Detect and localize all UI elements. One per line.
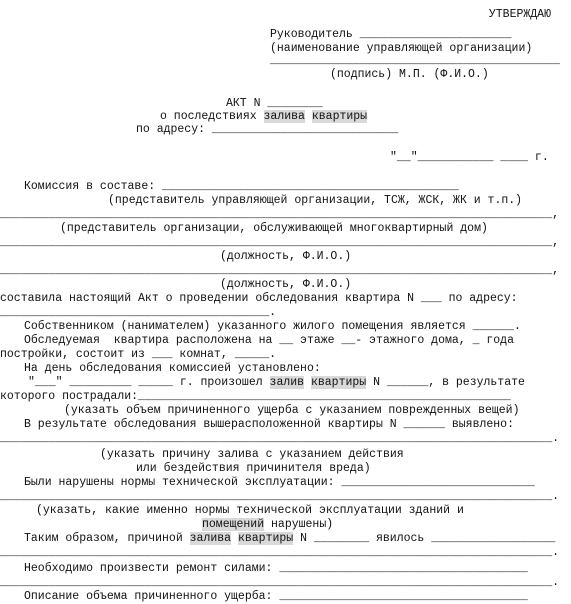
act-title: АКТ N ________ [226,97,323,110]
damage-description-line: Описание объема причиненного ущерба: ____________________________________ [24,590,528,603]
commission-line: Комиссия в составе: ___________________________________________ [24,180,459,193]
violated-line: Были нарушены нормы технической эксплуатации: ____________________________ [24,476,535,489]
flood-prefix: "___" _________ _____ г. произошел [28,376,270,389]
drafted-blank: _______________________________________. [0,306,277,319]
blank-line-1: ________________________________________________________________________________, [0,208,559,221]
damage-hint: (указать объем причиненного ущерба с указанием поврежденных вещей) [64,404,520,417]
rep-uk-hint: (представитель управляющей организации, ТСЖ, ЖСК, ЖК и т.п.) [108,194,523,207]
norms-highlight: помещений [202,518,265,531]
approve-stamp: УТВЕРЖДАЮ [488,8,551,21]
cause-hint-2: или бездействия причинителя вреда) [136,462,371,475]
established-line: На день обследования комиссией установлено: [24,362,321,375]
head-blank-line: __________________________________________ [270,54,560,67]
built-line: постройки, состоит из ___ комнат, _____. [0,348,277,361]
blank-line-3: ________________________________________________________________________________, [0,264,559,277]
norms-hint-1: (указать, какие именно нормы технической эксплуатации зданий и [36,504,464,517]
location-line: Обследуемая квартира расположена на __ этаже __- этажного дома, _ года [24,334,514,347]
date-line: "__"___________ ____ г. [390,151,549,164]
drafted-line: составила настоящий Акт о проведении обследования квартира N ___ по адресу: [0,292,518,305]
thus-highlight-2: квартиры [237,532,294,545]
about-prefix: о последствиях [160,110,264,123]
address-line: по адресу: ___________________________ [136,123,399,136]
blank-line-7: ________________________________________________________________________________. [0,576,559,589]
flood-highlight-2: квартиры [310,376,367,389]
act-subject [160,110,367,124]
position-name-hint-2: (должность, Ф.И.О.) [220,278,352,291]
about-highlight-1: залива [263,110,305,123]
thus-suffix: N ________ явилось __________________ [293,532,556,545]
cause-hint-1: (указать причину залива с указанием действия [100,448,404,461]
conclusion-line [24,532,555,546]
thus-highlight-1: залива [189,532,232,545]
blank-line-5: ________________________________________________________________________________. [0,490,559,503]
blank-line-2: ________________________________________________________________________________, [0,236,559,249]
flood-highlight-1: залив [269,376,305,389]
victims-line: которого пострадали:______________________________________________________ [0,390,511,403]
about-highlight-2: квартиры [311,110,368,123]
rep-org-hint: (представитель организации, обслуживающей многоквартирный дом) [60,222,488,235]
blank-line-6: ________________________________________________________________________________. [0,546,559,559]
head-label: Руководитель ______________________ [270,28,512,41]
norms-hint-2 [202,518,333,532]
result-line: В результате обследования вышерасположенной квартиры N ______ выявлено: [24,418,514,431]
signature-line: (подпись) М.П. (Ф.И.О.) [330,68,489,81]
blank-line-4: ________________________________________________________________________________. [0,432,559,445]
repair-line: Необходимо произвести ремонт силами: ____________________________________ [24,562,528,575]
position-name-hint-1: (должность, Ф.И.О.) [220,250,352,263]
owner-line: Собственником (нанимателем) указанного жилого помещения является ______. [24,320,521,333]
thus-prefix: Таким образом, причиной [24,532,190,545]
flood-line [28,376,525,390]
norms-hint-tail: нарушены) [264,518,334,531]
flood-suffix: N ______, в результате [366,376,525,389]
head-sub: (наименование управляющей организации) [270,42,533,55]
